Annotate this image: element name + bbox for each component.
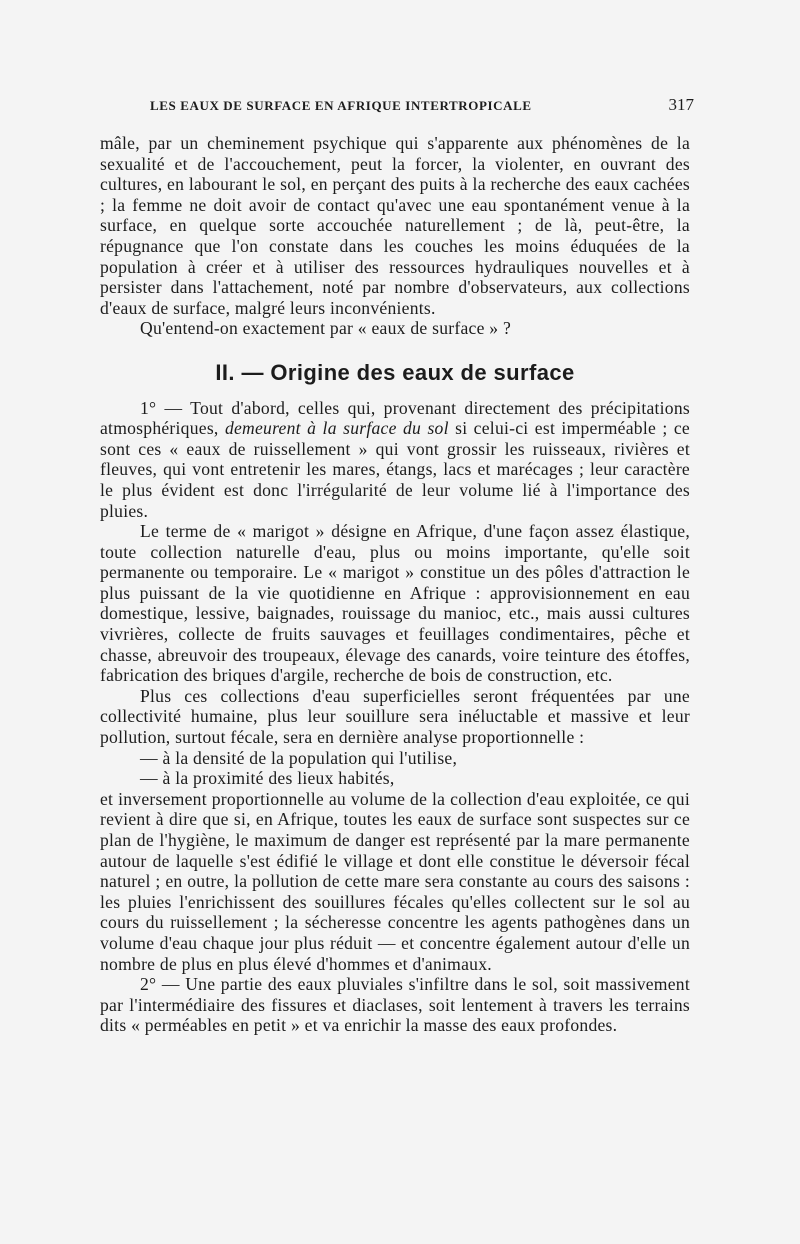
running-header (150, 95, 694, 114)
paragraph-question: Qu'entend-on exactement par « eaux de surface » ? (140, 318, 512, 339)
section-heading: II. — Origine des eaux de surface (215, 359, 575, 385)
dash-item-density: — à la densité de la population qui l'utilise, (140, 747, 458, 768)
paragraph-1-start: 1° — Tout d'abord, celles qui, provenant directement des précipitations atmosphériques, (100, 397, 690, 439)
dash-item-proximity: — à la proximité des lieux habités, (140, 768, 395, 789)
page-number: 317 (668, 95, 694, 114)
page-body (100, 133, 690, 1036)
running-title: LES EAUX DE SURFACE EN AFRIQUE INTERTROPICALE (150, 98, 532, 113)
paragraph-pollution: Plus ces collections d'eau superficielles seront fréquentées par une collectivité humaine, plus leur souillure sera inéluctable et massive et leur pollution, surtout fécale, sera en dernière analyse proportionnelle : (100, 685, 690, 748)
paragraph-intro: mâle, par un cheminement psychique qui s'apparente aux phénomènes de la sexualité et de l'accouchement, peut la forcer, la violenter, en ouvrant des cultures, en labourant le sol, en perçant des puits à la recherche des eaux cachées ; la femme ne doit avoir de contact qu'avec une eau spontanément venue à la surface, en quelque sorte accouchée naturellement ; de là, peut-être, la répugnance que l'on constate dans les couches les moins éduquées de la population à créer et à utiliser des ressources hydrauliques nouvelles et à persister dans l'attachement, noté par nombre d'observateurs, aux collections d'eaux de surface, malgré leurs inconvénients. (100, 133, 690, 318)
paragraph-2: 2° — Une partie des eaux pluviales s'infiltre dans le sol, soit massivement par l'intermédiaire des fissures et diaclases, soit lentement à travers les terrains dits « perméables en petit » et va enrichir la masse des eaux profondes. (100, 974, 690, 1036)
paragraph-inverse: et inversement proportionnelle au volume de la collection d'eau exploitée, ce qui revient à dire que si, en Afrique, toutes les eaux de surface sont suspectes sur ce plan de l'hygiène, le maximum de danger est représenté par la mare permanente autour de laquelle s'est édifié le village et dont elle constitue le déversoir fécal naturel ; en outre, la pollution de cette mare sera constante au cours des saisons : les pluies l'enrichissent des souillures fécales qu'elles collectent sur le sol au cours du ruissellement ; la sécheresse concentre les agents pathogènes dans un volume d'eau chaque jour plus réduit — et concentre également autour d'elle un nombre de plus en plus élevé d'hommes et d'animaux. (100, 788, 690, 974)
paragraph-1-italic: demeurent à la surface du sol (224, 418, 449, 439)
paragraph-1-end: si celui-ci est imperméable ; ce sont ces « eaux de ruissellement » qui vont grossir les ruisseaux, rivières et fleuves, qui vont entretenir les mares, étangs, lacs et marécages ; leur caractère le plus évident est donc l'irrégularité de leur volume lié à l'importance des pluies. (100, 418, 690, 521)
paragraph-marigot: Le terme de « marigot » désigne en Afrique, d'une façon assez élastique, toute collection naturelle d'eau, plus ou moins importante, qu'elle soit permanente ou temporaire. Le « marigot » constitue un des pôles d'attraction le plus puissant de la vie quotidienne en Afrique : approvisionnement en eau domestique, lessive, baignades, rouissage du manioc, etc., mais aussi cultures vivrières, collecte de fruits sauvages et feuillages condimentaires, pêche et chasse, abreuvoir des troupeaux, élevage des canards, voire teinture des étoffes, fabrication des briques d'argile, recherche de bois de construction, etc. (100, 521, 690, 686)
paragraph-1 (100, 398, 690, 522)
